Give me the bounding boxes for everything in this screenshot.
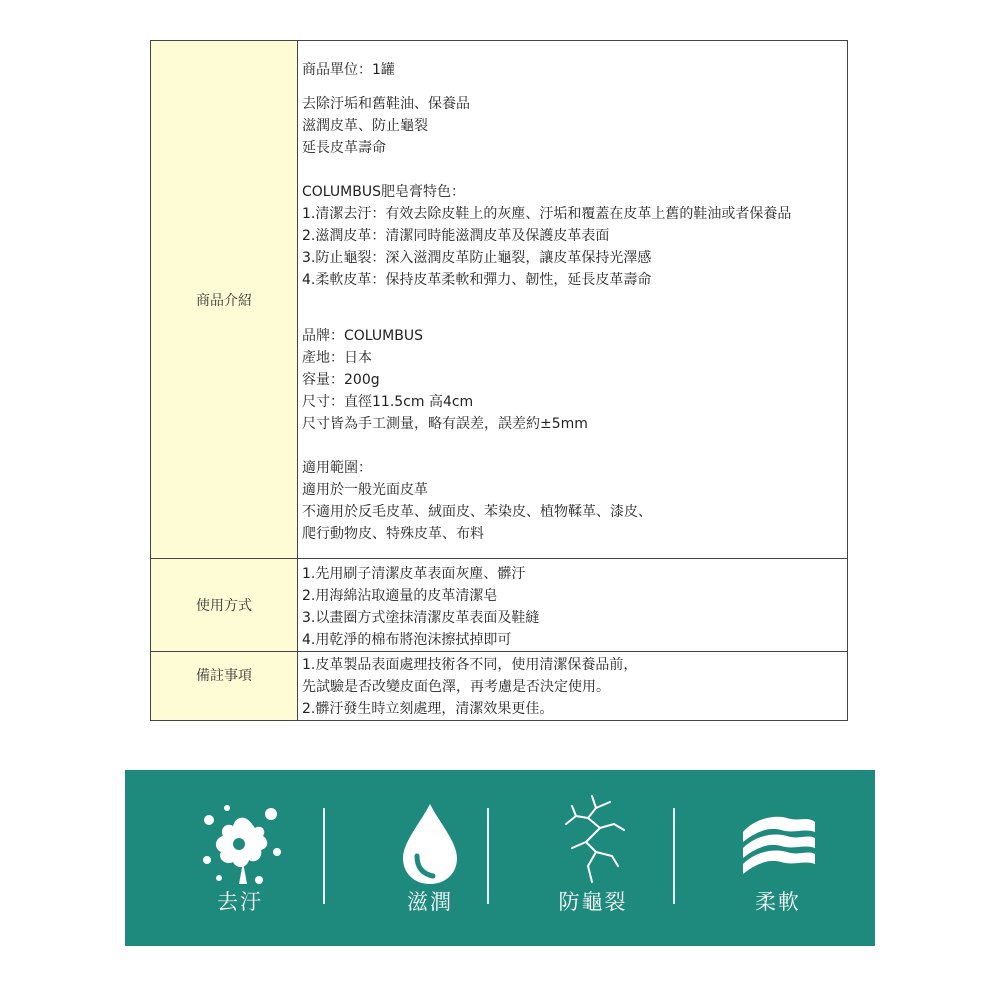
intro-line: 滋潤皮革、防止龜裂	[302, 118, 428, 134]
usage-line: 1.先用刷子清潔皮革表面灰塵、髒汙	[302, 566, 526, 582]
intro-label: 商品介紹	[151, 41, 298, 559]
feature-divider	[673, 808, 675, 904]
intro-line: 尺寸：直徑11.5cm 高4cm	[302, 394, 474, 410]
intro-row	[151, 41, 848, 559]
feature-moisturize	[350, 770, 510, 946]
feature-soft	[698, 770, 858, 946]
notes-label: 備註事項	[151, 652, 298, 721]
usage-line: 2.用海綿沾取適量的皮革清潔皂	[302, 588, 498, 604]
feature-anti-crack	[513, 770, 673, 946]
usage-line: 4.用乾淨的棉布將泡沫擦拭掉即可	[302, 632, 512, 648]
notes-content	[298, 652, 848, 721]
feature-anti-crack-label: 防龜裂	[558, 890, 628, 914]
splash-icon	[197, 800, 283, 886]
notes-line: 1.皮革製品表面處理技術各不同，使用清潔保養品前，	[302, 657, 638, 673]
intro-line: 品牌：COLUMBUS	[302, 328, 423, 344]
intro-line: COLUMBUS肥皂膏特色：	[302, 184, 465, 200]
water-drop-icon	[395, 800, 465, 886]
usage-row	[151, 559, 848, 652]
intro-line: 3.防止龜裂：深入滋潤皮革防止龜裂，讓皮革保持光澤感	[302, 250, 652, 266]
usage-label: 使用方式	[151, 559, 298, 652]
intro-line: 容量：200g	[302, 372, 380, 388]
crack-icon	[558, 794, 628, 884]
product-spec-table	[150, 40, 848, 721]
intro-blank-line	[302, 291, 843, 313]
feature-clean	[160, 770, 320, 946]
notes-line: 2.髒汙發生時立刻處理，清潔效果更佳。	[302, 701, 554, 717]
intro-blank-line	[302, 159, 843, 181]
intro-line: 1.清潔去汙：有效去除皮鞋上的灰塵、汙垢和覆蓋在皮革上舊的鞋油或者保養品	[302, 206, 792, 222]
intro-line: 爬行動物皮、特殊皮革、布料	[302, 526, 484, 542]
intro-line: 2.滋潤皮革：清潔同時能滋潤皮革及保護皮革表面	[302, 228, 610, 244]
intro-line: 不適用於反毛皮革、絨面皮、苯染皮、植物鞣革、漆皮、	[302, 504, 652, 520]
intro-content	[298, 41, 848, 559]
feature-divider	[487, 808, 489, 904]
intro-line: 尺寸皆為手工測量，略有誤差，誤差約±5mm	[302, 416, 588, 432]
notes-row	[151, 652, 848, 721]
feature-banner	[125, 770, 875, 946]
intro-blank-line	[302, 435, 843, 457]
intro-line: 產地：日本	[302, 350, 372, 366]
intro-line: 商品單位：1罐	[302, 62, 395, 78]
feature-clean-label: 去汙	[217, 890, 263, 914]
feature-divider	[323, 808, 325, 904]
feature-moisturize-label: 滋潤	[407, 890, 453, 914]
feature-soft-label: 柔軟	[755, 890, 801, 914]
intro-line: 去除汙垢和舊鞋油、保養品	[302, 96, 470, 112]
intro-line: 4.柔軟皮革：保持皮革柔軟和彈力、韌性，延長皮革壽命	[302, 272, 652, 288]
layers-icon	[733, 806, 823, 886]
usage-content	[298, 559, 848, 652]
usage-line: 3.以畫圈方式塗抹清潔皮革表面及鞋縫	[302, 610, 540, 626]
intro-line: 適用於一般光面皮革	[302, 482, 428, 498]
intro-line: 延長皮革壽命	[302, 140, 386, 156]
notes-line: 先試驗是否改變皮面色澤，再考慮是否決定使用。	[302, 679, 610, 695]
intro-line: 適用範圍：	[302, 460, 372, 476]
